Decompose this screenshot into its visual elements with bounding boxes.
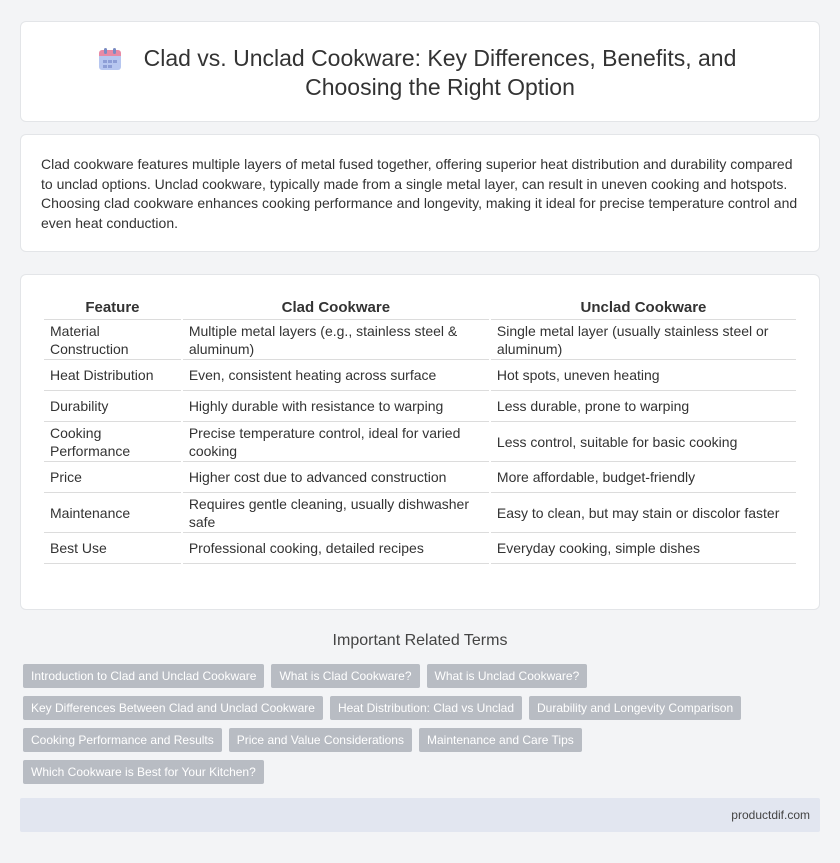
table-cell: Easy to clean, but may stain or discolor faster	[491, 493, 796, 533]
table-cell: Maintenance	[44, 493, 181, 533]
page-title: Clad vs. Unclad Cookware: Key Differences, Benefits, and Choosing the Right Option	[143, 45, 737, 100]
related-term-tag[interactable]: Heat Distribution: Clad vs Unclad	[330, 696, 522, 720]
related-term-tag[interactable]: What is Unclad Cookware?	[427, 664, 588, 688]
table-cell: Multiple metal layers (e.g., stainless steel & aluminum)	[183, 320, 489, 360]
table-cell: Professional cooking, detailed recipes	[183, 533, 489, 564]
table-cell: Precise temperature control, ideal for varied cooking	[183, 422, 489, 462]
table-cell: Higher cost due to advanced construction	[183, 462, 489, 493]
table-row	[44, 533, 796, 564]
related-term-tag[interactable]: Price and Value Considerations	[229, 728, 412, 752]
table-row	[44, 493, 796, 533]
table-row	[44, 391, 796, 422]
column-header: Clad Cookware	[183, 295, 489, 320]
comparison-table	[42, 295, 798, 564]
table-cell: Price	[44, 462, 181, 493]
related-terms-heading: Important Related Terms	[332, 632, 508, 649]
related-term-tag[interactable]: Maintenance and Care Tips	[419, 728, 582, 752]
intro-card	[20, 134, 820, 252]
table-row	[44, 360, 796, 391]
table-row	[44, 320, 796, 360]
table-cell: Durability	[44, 391, 181, 422]
table-cell: Cooking Performance	[44, 422, 181, 462]
related-term-tag[interactable]: Key Differences Between Clad and Unclad Cookware	[23, 696, 323, 720]
table-cell: Best Use	[44, 533, 181, 564]
table-cell: Requires gentle cleaning, usually dishwasher safe	[183, 493, 489, 533]
table-cell: Less durable, prone to warping	[491, 391, 796, 422]
table-cell: More affordable, budget-friendly	[491, 462, 796, 493]
header-card	[20, 21, 820, 122]
footer-site-link[interactable]: productdif.com	[731, 808, 810, 822]
table-row	[44, 422, 796, 462]
related-term-tag[interactable]: Introduction to Clad and Unclad Cookware	[23, 664, 264, 688]
related-term-tag[interactable]: Durability and Longevity Comparison	[529, 696, 741, 720]
intro-paragraph: Clad cookware features multiple layers of metal fused together, offering superior heat distribution and durability compared to unclad options. Unclad cookware, typically made from a single metal layer, can result in uneven cooking and hotspots. Choosing clad cookware enhances cooking performance and longevity, making it ideal for precise temperature control and even heat conduction.	[41, 156, 798, 231]
related-terms-list	[23, 664, 823, 792]
table-cell: Material Construction	[44, 320, 181, 360]
table-row	[44, 462, 796, 493]
table-cell: Highly durable with resistance to warping	[183, 391, 489, 422]
related-term-tag[interactable]: Cooking Performance and Results	[23, 728, 222, 752]
comparison-card	[20, 274, 820, 610]
table-cell: Less control, suitable for basic cooking	[491, 422, 796, 462]
table-cell: Everyday cooking, simple dishes	[491, 533, 796, 564]
column-header: Unclad Cookware	[491, 295, 796, 320]
table-cell: Single metal layer (usually stainless steel or aluminum)	[491, 320, 796, 360]
column-header: Feature	[44, 295, 181, 320]
table-cell: Hot spots, uneven heating	[491, 360, 796, 391]
related-term-tag[interactable]: Which Cookware is Best for Your Kitchen?	[23, 760, 264, 784]
footer	[20, 798, 820, 832]
related-term-tag[interactable]: What is Clad Cookware?	[271, 664, 419, 688]
table-header-row	[44, 295, 796, 320]
table-cell: Even, consistent heating across surface	[183, 360, 489, 391]
table-cell: Heat Distribution	[44, 360, 181, 391]
